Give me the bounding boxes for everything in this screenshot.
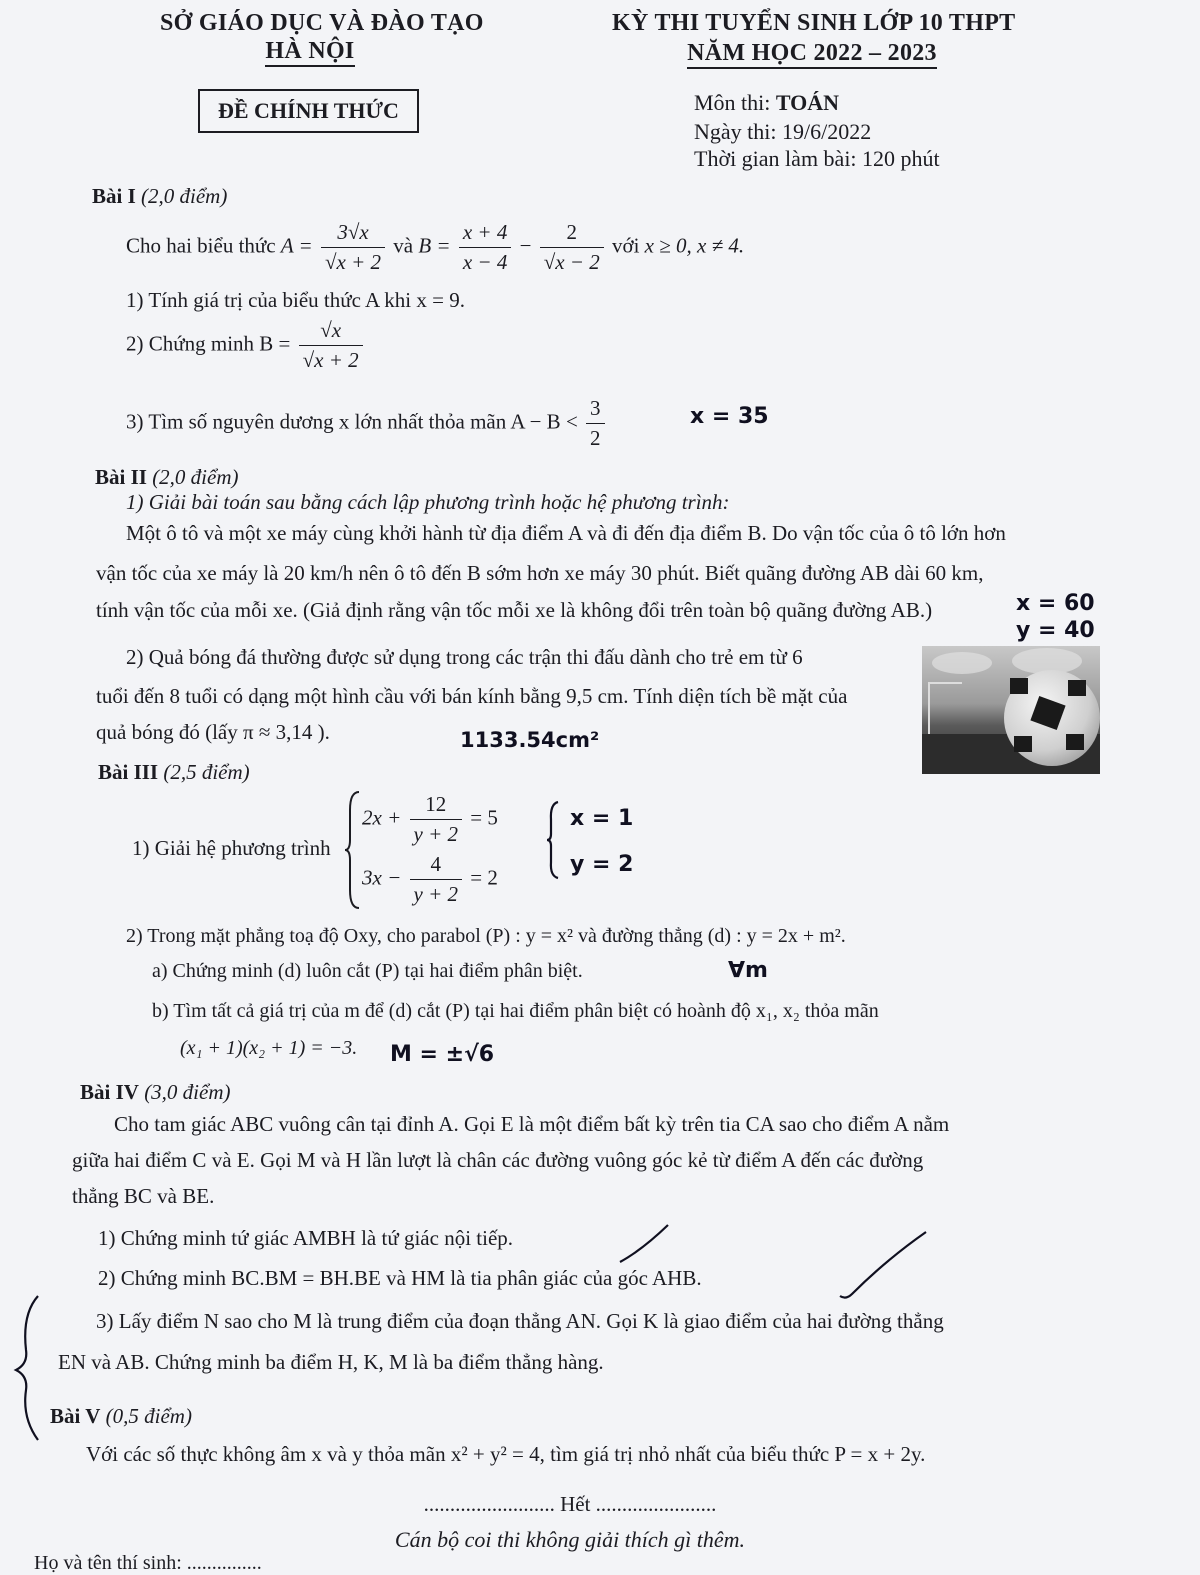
bai3-qb-line2: (x₁ + 1)(x₂ + 1) = −3. — [180, 1037, 358, 1059]
end-marker: ......................... Hết ....................... — [423, 1492, 717, 1516]
fraction-B2: $\frac{2}{√x - 2}$ — [540, 220, 604, 275]
section-title-4: Bài IV (3,0 điểm) — [80, 1080, 231, 1104]
handwritten-answer-area: 1133.54cm² — [460, 728, 600, 752]
fraction-q3: $\frac{3}{2}$ — [586, 396, 605, 451]
bai1-q1: 1) Tính giá trị của biểu thức A khi x = 9. — [126, 288, 465, 312]
bai3-qb-line1: b) Tìm tất cả giá trị của m để (d) cắt (P) tại hai điểm phân biệt có hoành độ x₁, x₂ thỏa mãn — [152, 1000, 879, 1022]
bai4-q3-line2: EN và AB. Chứng minh ba điểm H, K, M là ba điểm thẳng hàng. — [58, 1350, 604, 1374]
official-exam-box: ĐỀ CHÍNH THỨC — [198, 89, 419, 133]
bai3-q2: 2) Trong mặt phẳng toạ độ Oxy, cho parabol (P) : y = x² và đường thẳng (d) : y = 2x + m². — [126, 925, 846, 947]
soccer-ball-photo — [922, 646, 1100, 774]
city-name: HÀ NỘI — [265, 38, 354, 67]
ball-patch — [1010, 678, 1028, 694]
school-year: NĂM HỌC 2022 – 2023 — [687, 40, 937, 69]
section-title-1: Bài I (2,0 điểm) — [92, 184, 228, 208]
soccer-ball — [1004, 670, 1100, 766]
section-title-5: Bài V (0,5 điểm) — [50, 1404, 192, 1428]
system-brace — [344, 790, 362, 910]
bai5-text: Với các số thực không âm x và y thỏa mãn x² + y² = 4, tìm giá trị nhỏ nhất của biểu thức P = x + 2y. — [86, 1442, 926, 1466]
bai4-q2: 2) Chứng minh BC.BM = BH.BE và HM là tia phân giác của góc AHB. — [98, 1266, 702, 1290]
bai2-paragraph-line1: Một ô tô và một xe máy cùng khởi hành từ địa điểm A và đi đến địa điểm B. Do vận tốc của ô tô lớn hơn — [126, 521, 1006, 545]
ball-patch — [1068, 680, 1086, 696]
fraction-A: $\frac{3√x}{√x + 2}$ — [321, 220, 385, 275]
ball-patch — [1014, 736, 1032, 752]
handwritten-answer-3x: x = 1 — [570, 806, 634, 831]
exam-date: Ngày thi: 19/6/2022 — [694, 119, 872, 144]
bai4-paragraph-line2: giữa hai điểm C và E. Gọi M và H lần lượt là chân các đường vuông góc kẻ từ điểm A đến các đường — [72, 1148, 924, 1172]
bai2-q1-heading: 1) Giải bài toán sau bằng cách lập phương trình hoặc hệ phương trình: — [126, 490, 730, 514]
candidate-name-label: Họ và tên thí sinh: ............... — [34, 1552, 262, 1574]
handwritten-margin-brace — [8, 1294, 42, 1442]
subject-name: TOÁN — [775, 90, 840, 115]
bai3-q1: 1) Giải hệ phương trình — [132, 836, 331, 860]
handwritten-answer-3a: ∀m — [728, 958, 768, 983]
bai4-q3-line1: 3) Lấy điểm N sao cho M là trung điểm của đoạn thẳng AN. Gọi K là giao điểm của hai đường thẳng — [96, 1309, 944, 1333]
bai4-q1: 1) Chứng minh tứ giác AMBH là tứ giác nội tiếp. — [98, 1226, 514, 1250]
bai2-q2-line1: 2) Quả bóng đá thường được sử dụng trong các trận thi đấu dành cho trẻ em từ 6 — [126, 645, 803, 669]
handwritten-answer-2y: y = 40 — [1016, 618, 1095, 643]
bai4-paragraph-line1: Cho tam giác ABC vuông cân tại đỉnh A. Gọi E là một điểm bất kỳ trên tia CA sao cho điểm A nằm — [114, 1112, 950, 1136]
fraction-q2: $\frac{√x}{√x + 2}$ — [299, 318, 363, 373]
handwritten-brace — [545, 800, 561, 880]
check-mark-icon — [836, 1228, 930, 1306]
proctor-note: Cán bộ coi thi không giải thích gì thêm. — [394, 1527, 746, 1552]
department-name: SỞ GIÁO DỤC VÀ ĐÀO TẠO — [160, 10, 484, 36]
handwritten-answer-3b: M = ±√6 — [390, 1042, 495, 1067]
cloud-shape — [932, 652, 992, 674]
section-title-3: Bài III (2,5 điểm) — [98, 760, 250, 784]
exam-title: KỲ THI TUYỂN SINH LỚP 10 THPT — [612, 10, 1016, 36]
check-mark-icon — [616, 1222, 672, 1266]
subject-line: Môn thi: TOÁN — [694, 90, 840, 115]
handwritten-answer-2x: x = 60 — [1016, 591, 1095, 616]
bai1-expressions: Cho hai biểu thức A = $\frac{3√x}{√x + 2}$ và B = $\frac{x + 4}{x - 4}$ − $\frac{2}{√x - 2}$ với x ≥ 0, x ≠ 4. — [126, 220, 745, 274]
goal-net — [928, 682, 962, 734]
bai1-q3: 3) Tìm số nguyên dương x lớn nhất thỏa mãn A − B < $\frac{3}{2}$ — [126, 396, 608, 451]
fraction-B1: $\frac{x + 4}{x - 4}$ — [459, 220, 512, 275]
handwritten-answer-3y: y = 2 — [570, 852, 634, 877]
section-title-2: Bài II (2,0 điểm) — [95, 465, 239, 489]
ball-patch — [1066, 734, 1084, 750]
ball-patch — [1030, 696, 1065, 730]
bai2-paragraph-line3: tính vận tốc của mỗi xe. (Giả định rằng vận tốc mỗi xe là không đổi trên toàn bộ quãng đường AB.) — [96, 598, 933, 622]
bai4-paragraph-line3: thẳng BC và BE. — [72, 1184, 215, 1208]
bai2-paragraph-line2: vận tốc của xe máy là 20 km/h nên ô tô đến B sớm hơn xe máy 30 phút. Biết quãng đường AB dài 60 km, — [96, 561, 984, 585]
equation-2: 3x − $\frac{4}{y + 2}$ = 2 — [362, 852, 498, 906]
exam-duration: Thời gian làm bài: 120 phút — [694, 146, 940, 171]
bai2-q2-line2: tuổi đến 8 tuổi có dạng một hình cầu với bán kính bằng 9,5 cm. Tính diện tích bề mặt của — [96, 684, 848, 708]
handwritten-answer-1: x = 35 — [690, 404, 769, 429]
bai3-qa: a) Chứng minh (d) luôn cắt (P) tại hai điểm phân biệt. — [152, 960, 583, 982]
bai2-q2-line3: quả bóng đó (lấy π ≈ 3,14 ). — [96, 720, 330, 744]
equation-1: 2x + $\frac{12}{y + 2}$ = 5 — [362, 792, 498, 846]
bai1-q2: 2) Chứng minh B = $\frac{√x}{√x + 2}$ — [126, 318, 366, 373]
